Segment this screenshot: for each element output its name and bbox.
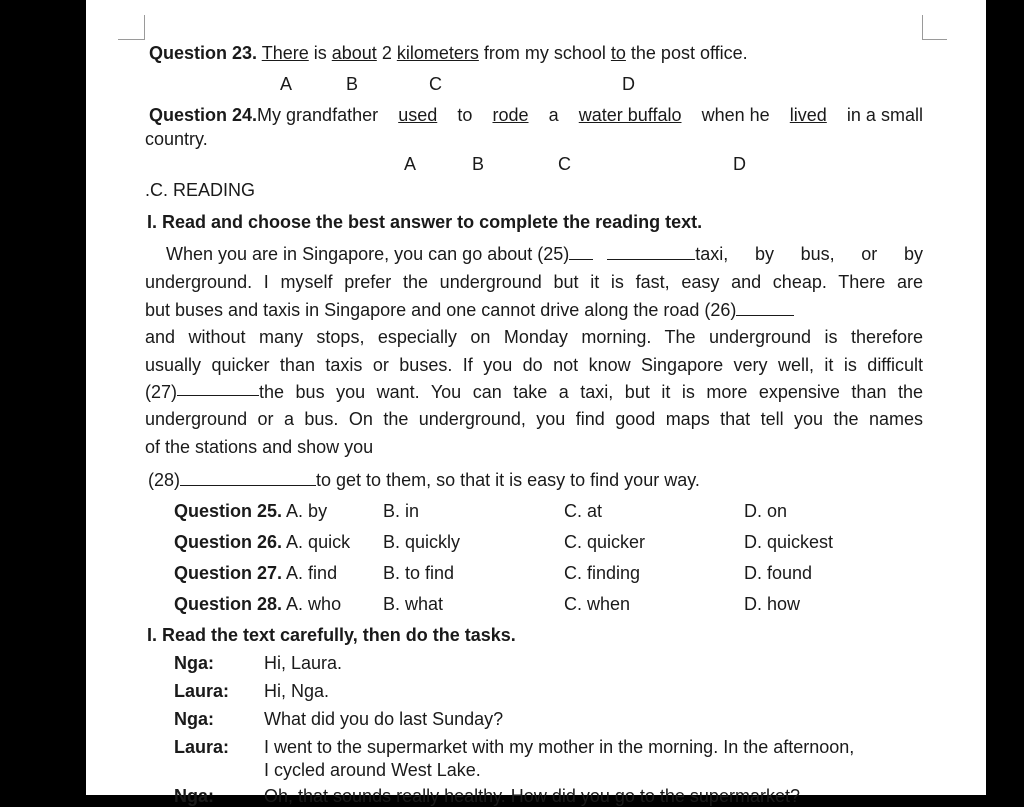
option-c[interactable]: C. when: [564, 594, 631, 614]
passage-line-4: and without many stops, especially on Monday morning. The underground is therefore: [145, 327, 923, 347]
question-24-line2: country.: [145, 129, 208, 149]
blank-28: [180, 471, 316, 486]
option-a[interactable]: A. who: [286, 594, 342, 614]
option-d[interactable]: D. quickest: [744, 532, 834, 552]
speaker: Nga:: [174, 709, 214, 729]
option-d[interactable]: D. how: [744, 594, 801, 614]
question-row: Question 25. A. by: [174, 501, 328, 521]
passage-line-7: underground or a bus. On the underground, you find good maps that tell you the names: [145, 409, 923, 429]
blank-26: [736, 301, 794, 316]
passage-line-1: When you are in Singapore, you can go about (25) taxi, by bus, or by: [166, 244, 923, 264]
passage-line-9: (28) to get to them, so that it is easy to find your way.: [148, 470, 700, 490]
dialogue-line: Hi, Nga.: [264, 681, 330, 701]
option-a-text: There: [261, 43, 309, 63]
passage-line-5: usually quicker than taxis or buses. If you do not know Singapore very well, it is difficult: [145, 355, 923, 375]
option-b[interactable]: B. what: [383, 594, 444, 614]
page-corner-mark-left: [118, 15, 145, 40]
page-corner-mark-right: [922, 15, 947, 40]
blank-25a: [569, 245, 593, 260]
passage-line-6: (27) the bus you want. You can take a taxi, but it is more expensive than the: [145, 382, 923, 402]
option-b[interactable]: B. quickly: [383, 532, 461, 552]
dialogue-line: What did you do last Sunday?: [264, 709, 504, 729]
dialogue-line: Hi, Laura.: [264, 653, 343, 673]
option-d[interactable]: D. found: [744, 563, 813, 583]
option-d-text: to: [610, 43, 626, 63]
question-row: Question 26. A. quick: [174, 532, 351, 552]
speaker: Nga:: [174, 786, 214, 806]
speaker: Laura:: [174, 737, 230, 757]
part-2-instruction: I. Read the text carefully, then do the tasks.: [147, 625, 516, 645]
option-c[interactable]: C. at: [564, 501, 603, 521]
dialogue-line: I went to the supermarket with my mother in the morning. In the afternoon,: [264, 737, 855, 757]
question-24: Question 24.My grandfather used to rode a water buffalo when he lived in a small: [149, 105, 923, 125]
option-b-text: about: [331, 43, 377, 63]
option-b[interactable]: B. to find: [383, 563, 455, 583]
passage-line-3: but buses and taxis in Singapore and one cannot drive along the road (26): [145, 299, 794, 321]
section-heading: .C. READING: [145, 180, 256, 200]
option-a[interactable]: A. find: [286, 563, 338, 583]
speaker: Laura:: [174, 681, 230, 701]
blank-25: [607, 245, 695, 260]
option-a[interactable]: A. quick: [286, 532, 351, 552]
option-a[interactable]: A. by: [286, 501, 328, 521]
question-23: Question 23. There is about 2 kilometers from my school to the post office.: [149, 43, 748, 63]
dialogue-line: Oh, that sounds really healthy. How did you go to the supermarket?: [264, 786, 800, 806]
speaker: Nga:: [174, 653, 214, 673]
document-page: Question 23. There is about 2 kilometers from my school to the post office. A B C D Question 24.My grandfather used to rode a water buffalo when he lived in a small country. A B C D .C. READING I. Read and choose the best answer to complete the reading text. When you are in Singapore, you can go about (25) taxi, by bus, or by underground. I myself prefer the underground but it is fast, easy and cheap. There are but buses and taxis in Singapore and one cannot drive along the road (26) and without many stops, especially on Monday morning. The underground is therefore usually quicker than taxis or buses. If you do not know Singapore very well, it is difficult (27) the bus you want. You can take a taxi, but it is more expensive than the underground or a bus. On the underground, you find good maps that tell you the names of the stations and show you (28) to get to them, so that it is easy to find your way. Question 25. A. by B. in C. at D. on Question 26. A. quick B. quickly C. quicker D. quickest Question 27. A. find B. to find C. finding D. found Question 28. A. who B. what C. when D. how I. Read the text carefully, then do the tasks. Nga: Hi, Laura. Laura: Hi, Nga. Nga: What did you do last Sunday? Laura: I went to the supermarket with my mother in the morning. In the afternoon, I cycled around West Lake. Nga: Oh, that sounds really healthy. How did you go to the supermarket?: [86, 0, 986, 795]
option-b[interactable]: B. in: [383, 501, 420, 521]
dialogue-line: I cycled around West Lake.: [264, 760, 481, 780]
blank-27: [177, 381, 259, 396]
option-d[interactable]: D. on: [744, 501, 788, 521]
question-row: Question 28. A. who: [174, 594, 342, 614]
option-c-text: kilometers: [396, 43, 479, 63]
option-c[interactable]: C. quicker: [564, 532, 646, 552]
passage-line-8: of the stations and show you: [145, 437, 374, 457]
part-1-instruction: I. Read and choose the best answer to complete the reading text.: [147, 212, 703, 232]
option-c[interactable]: C. finding: [564, 563, 641, 583]
passage-line-2: underground. I myself prefer the underground but it is fast, easy and cheap. There are: [145, 272, 923, 292]
question-row: Question 27. A. find: [174, 563, 338, 583]
